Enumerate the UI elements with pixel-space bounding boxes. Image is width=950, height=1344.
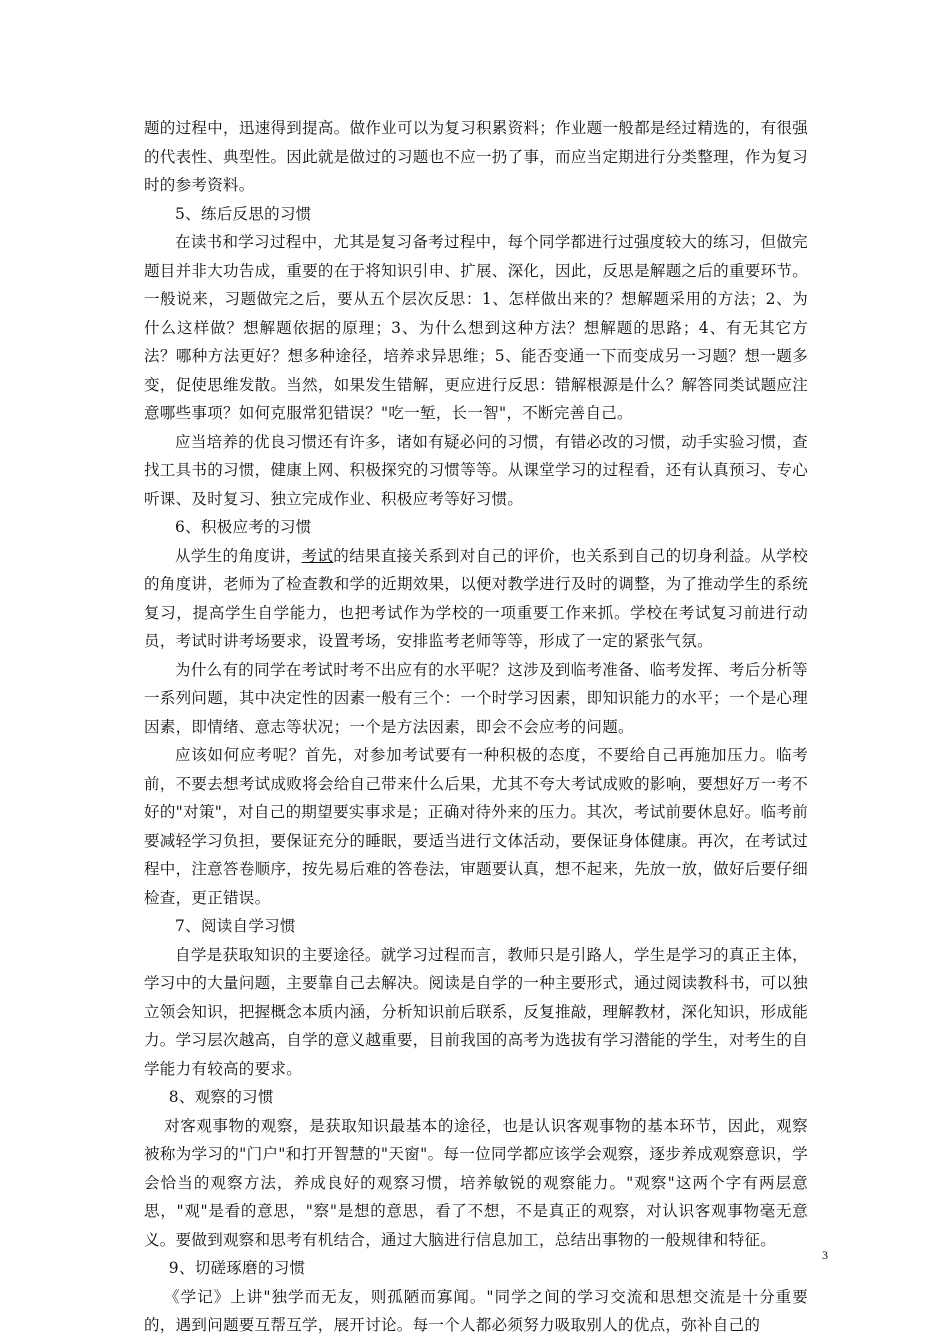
- paragraph-8: 对客观事物的观察，是获取知识最基本的途径，也是认识客观事物的基本环节，因此，观察被称为学习的"门户"和打开智慧的"天窗"。每一位同学都应该学会观察，逐步养成观察意识，学会恰当的观察方法，养成良好的观察习惯，培养敏锐的观察能力。"观察"这两个字有两层意思，"观"是看的意思，"察"是想的意思，看了不想，不是真正的观察，对认识客观事物毫无意义。要做到观察和思考有机结合，通过大脑进行信息加工，总结出事物的一般规律和特征。: [144, 1116, 808, 1249]
- section-heading-9: 9、切磋琢磨的习惯: [168, 1259, 306, 1277]
- paragraph-intro: 题的过程中，迅速得到提高。做作业可以为复习积累资料；作业题一般都是经过精选的，有很强的代表性、典型性。因此就是做过的习题也不应一扔了事，而应当定期进行分类整理，作为复习时的参考资料。: [144, 119, 808, 194]
- paragraph-9: 《学记》上讲"独学而无友，则孤陋而寡闻。"同学之间的学习交流和思想交流是十分重要的，遇到问题要互帮互学，展开讨论。每一个人都必须努力吸取别人的优点，弥补自己的: [144, 1287, 808, 1334]
- paragraph-6-1-start: 从学生的角度讲，: [175, 546, 302, 565]
- paragraph-6-1: [144, 542, 808, 656]
- section-heading-6: 6、积极应考的习惯: [175, 518, 312, 536]
- section-heading-7: 7、阅读自学习惯: [175, 917, 296, 935]
- paragraph-5-2: 应当培养的优良习惯还有许多，诸如有疑必问的习惯，有错必改的习惯，动手实验习惯，查找工具书的习惯，健康上网、积极探究的习惯等等。从课堂学习的过程看，还有认真预习、专心听课、及时复习、独立完成作业、积极应考等好习惯。: [144, 432, 808, 508]
- underlined-word-exam: 考试: [301, 546, 334, 565]
- section-heading-8: 8、观察的习惯: [168, 1088, 274, 1106]
- paragraph-5-1: 在读书和学习过程中，尤其是复习备考过程中，每个同学都进行过强度较大的练习，但做完题目并非大功告成，重要的在于将知识引申、扩展、深化，因此，反思是解题之后的重要环节。一般说来，习题做完之后，要从五个层次反思：1、怎样做出来的？想解题采用的方法；2、为什么这样做？想解题依据的原理；3、为什么想到这种方法？想解题的思路；4、有无其它方法？哪种方法更好？想多种途径，培养求异思维；5、能否变通一下而变成另一习题？想一题多变，促使思维发散。当然，如果发生错解，更应进行反思：错解根源是什么？解答同类试题应注意哪些事项？如何克服常犯错误？"吃一堑，长一智"，不断完善自己。: [144, 233, 808, 422]
- section-heading-5: 5、练后反思的习惯: [175, 204, 312, 223]
- document-body: [144, 114, 808, 1340]
- page-number: 3: [822, 1248, 828, 1262]
- paragraph-7: 自学是获取知识的主要途径。就学习过程而言，教师只是引路人，学生是学习的真正主体，学习中的大量问题，主要靠自己去解决。阅读是自学的一种主要形式，通过阅读教科书，可以独立领会知识，把握概念本质内涵，分析知识前后联系，反复推敲，理解教材，深化知识，形成能力。学习层次越高，自学的意义越重要，目前我国的高考为选拔有学习潜能的学生，对考生的自学能力有较高的要求。: [144, 945, 808, 1078]
- paragraph-6-2: 为什么有的同学在考试时考不出应有的水平呢？这涉及到临考准备、临考发挥、考后分析等一系列问题，其中决定性的因素一般有三个：一个时学习因素，即知识能力的水平；一个是心理因素，即情绪、意志等状况；一个是方法因素，即会不会应考的问题。: [144, 660, 808, 736]
- paragraph-6-3: 应该如何应考呢？首先，对参加考试要有一种积极的态度，不要给自己再施加压力。临考前，不要去想考试成败将会给自己带来什么后果，尤其不夸大考试成败的影响，要想好万一考不好的"对策"，对自己的期望要实事求是；正确对待外来的压力。其次，考试前要休息好。临考前要减轻学习负担，要保证充分的睡眠，要适当进行文体活动，要保证身体健康。再次，在考试过程中，注意答卷顺序，按先易后难的答卷法，审题要认真，想不起来，先放一放，做好后要仔细检查，更正错误。: [144, 746, 808, 907]
- paragraph-6-1-rest: 的结果直接关系到对自己的评价，也关系到自己的切身利益。从学校的角度讲，老师为了检查教和学的近期效果，以便对教学进行及时的调整，为了推动学生的系统复习，提高学生自学能力，也把考试作为学校的一项重要工作来抓。学校在考试复习前进行动员，考试时讲考场要求，设置考场，安排监考老师等等，形成了一定的紧张气氛。: [144, 546, 808, 650]
